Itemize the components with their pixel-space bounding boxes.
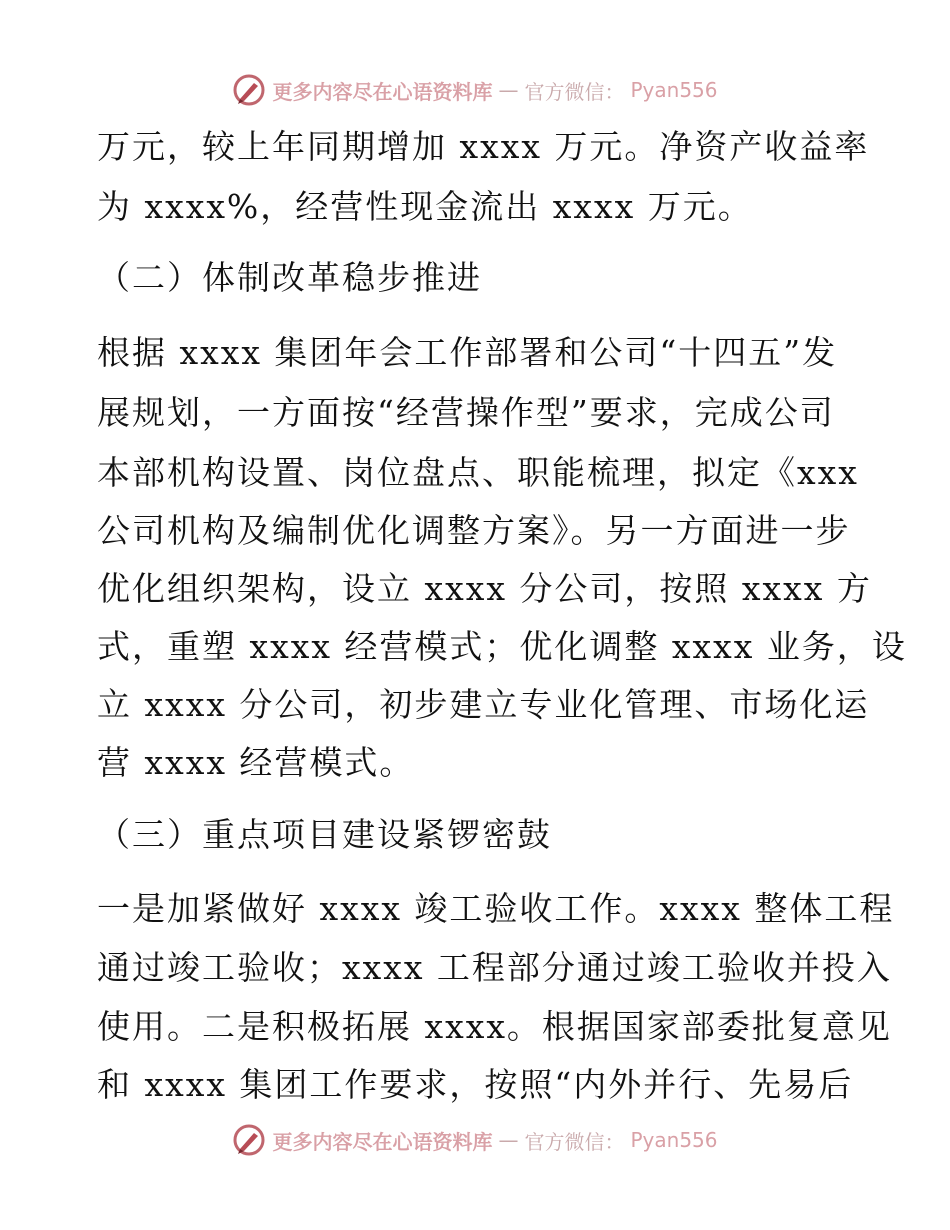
text-line: 和 xxxx 集团工作要求，按照“内外并行、先易后: [97, 1065, 854, 1104]
pen-logo-icon: [232, 1123, 266, 1157]
section-heading: （三）重点项目建设紧锣密鼓: [97, 815, 552, 854]
banner-main-text: 更多内容尽在心语资料库: [272, 79, 493, 104]
header-watermark-banner: [0, 70, 950, 110]
banner-wechat-id: Pyan556: [630, 1128, 718, 1152]
text-line: 通过竣工验收；xxxx 工程部分通过竣工验收并投入: [97, 948, 892, 987]
text-line: 公司机构及编制优化调整方案》。另一方面进一步: [97, 511, 851, 550]
text-line: 一是加紧做好 xxxx 竣工验收工作。xxxx 整体工程: [97, 889, 895, 928]
banner-main-text: 更多内容尽在心语资料库: [272, 1129, 493, 1154]
banner-wechat-id: Pyan556: [630, 78, 718, 102]
banner-wechat-label: 官方微信：: [524, 1129, 625, 1154]
text-line: 营 xxxx 经营模式。: [97, 743, 415, 782]
banner-separator: —: [498, 78, 519, 102]
text-line: 立 xxxx 分公司，初步建立专业化管理、市场化运: [97, 685, 870, 724]
text-line: 万元，较上年同期增加 xxxx 万元。净资产收益率: [97, 127, 870, 166]
text-line: 优化组织架构，设立 xxxx 分公司，按照 xxxx 方: [97, 569, 872, 608]
banner-separator: —: [498, 1128, 519, 1152]
section-heading: （二）体制改革稳步推进: [97, 258, 482, 297]
text-line: 式，重塑 xxxx 经营模式；优化调整 xxxx 业务，设: [97, 627, 907, 666]
text-line: 为 xxxx%，经营性现金流出 xxxx 万元。: [97, 187, 753, 226]
pen-logo-icon: [232, 73, 266, 107]
text-line: 根据 xxxx 集团年会工作部署和公司“十四五”发: [97, 333, 838, 372]
footer-watermark-banner: [0, 1120, 950, 1160]
text-line: 使用。二是积极拓展 xxxx。根据国家部委批复意见: [97, 1007, 892, 1046]
text-line: 展规划，一方面按“经营操作型”要求，完成公司: [97, 393, 835, 432]
text-line: 本部机构设置、岗位盘点、职能梳理，拟定《xxx: [97, 453, 859, 492]
banner-wechat-label: 官方微信：: [524, 79, 625, 104]
